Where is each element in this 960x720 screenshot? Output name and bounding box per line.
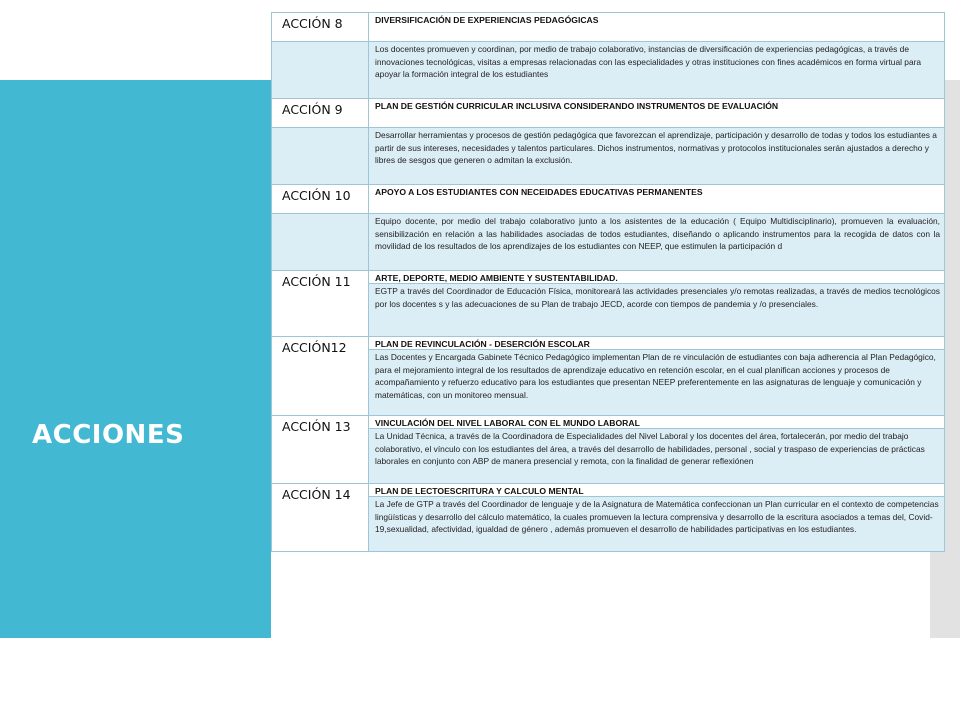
action-label: ACCIÓN 10 bbox=[272, 185, 369, 214]
action-description-row bbox=[272, 214, 945, 271]
action-description-row bbox=[272, 429, 945, 484]
empty-cell bbox=[272, 214, 369, 271]
action-title: VINCULACIÓN DEL NIVEL LABORAL CON EL MUNDO LABORAL bbox=[369, 416, 945, 429]
action-title-row bbox=[272, 271, 945, 284]
section-title: ACCIONES bbox=[32, 420, 185, 450]
action-description-row bbox=[272, 128, 945, 185]
action-title-row bbox=[272, 337, 945, 350]
action-title: ARTE, DEPORTE, MEDIO AMBIENTE Y SUSTENTABILIDAD. bbox=[369, 271, 945, 284]
empty-cell bbox=[272, 42, 369, 99]
actions-table bbox=[271, 12, 944, 552]
action-label: ACCIÓN 11 bbox=[272, 271, 369, 337]
action-description: EGTP a través del Coordinador de Educación Física, monitoreará las actividades presenciales y/o remotas realizadas, a través de medios tecnológicos por los docentes s y las adecuaciones de su Plan de trabajo JECD, acorde con tiempos de pandemia y /o presenciales. bbox=[369, 284, 945, 337]
action-description-row bbox=[272, 284, 945, 337]
action-title-row bbox=[272, 99, 945, 128]
side-panel bbox=[0, 80, 271, 638]
action-description-row bbox=[272, 42, 945, 99]
action-title-row bbox=[272, 484, 945, 497]
action-label: ACCIÓN 8 bbox=[272, 13, 369, 42]
action-title: PLAN DE GESTIÓN CURRICULAR INCLUSIVA CONSIDERANDO INSTRUMENTOS DE EVALUACIÓN bbox=[369, 99, 945, 128]
action-description-row bbox=[272, 497, 945, 552]
action-label: ACCIÓN 9 bbox=[272, 99, 369, 128]
action-description: La Unidad Técnica, a través de la Coordinadora de Especialidades del Nivel Laboral y los docentes del área, fortalecerán, por medio del trabajo colaborativo, el vínculo con los estudiantes del área, a través del desarrollo de habilidades, personal , social y traspaso de experiencias de prácticas laborales en conjunto con ABP de manera presencial y remota, con la finalidad de generar reflexiónen bbox=[369, 429, 945, 484]
action-title: PLAN DE LECTOESCRITURA Y CALCULO MENTAL bbox=[369, 484, 945, 497]
action-label: ACCIÓN 14 bbox=[272, 484, 369, 552]
action-title: DIVERSIFICACIÓN DE EXPERIENCIAS PEDAGÓGICAS bbox=[369, 13, 945, 42]
action-title-row bbox=[272, 13, 945, 42]
action-description: La Jefe de GTP a través del Coordinador de lenguaje y de la Asignatura de Matemática confeccionan un Plan curricular en el contexto de competencias lingüísticas y desarrollo del cálculo matemático, la cuales promueven la lectura comprensiva y desarrollo de la escritura asociados a temas del, Covid-19,sexualidad, afectividad, igualdad de género , además promueven el desarrollo de habilidades participativas en los estudiantes. bbox=[369, 497, 945, 552]
action-title: PLAN DE REVINCULACIÓN - DESERCIÓN ESCOLAR bbox=[369, 337, 945, 350]
action-description: Los docentes promueven y coordinan, por medio de trabajo colaborativo, instancias de diversificación de experiencias pedagógicas, a través de innovaciones tecnológicas, visitas a empresas relacionadas con las especialidades y otras instituciones con fines académicos en forma virtual para apoyar la formación integral de los estudiantes bbox=[369, 42, 945, 99]
action-description: Equipo docente, por medio del trabajo colaborativo junto a los asistentes de la educación ( Equipo Multidisciplinario), promueven la evaluación, sensibilización en relación a las habilidades asociadas de todos estudiantes, diseñando o aplicando instrumentos para la recogida de datos con la movilidad de los resultados de los aprendizajes de los estudiantes con NEEP, que estimulen la participación d bbox=[369, 214, 945, 271]
action-title-row bbox=[272, 416, 945, 429]
empty-cell bbox=[272, 128, 369, 185]
action-label: ACCIÓN 13 bbox=[272, 416, 369, 484]
action-description: Desarrollar herramientas y procesos de gestión pedagógica que favorezcan el aprendizaje, participación y desarrollo de todas y todos los estudiantes a partir de sus intereses, necesidades y talentos particulares. Dichos instrumentos, normativas y protocolos institucionales serán ajustados a derecho y libres de sesgos que generen o admitan la exclusión. bbox=[369, 128, 945, 185]
action-title: APOYO A LOS ESTUDIANTES CON NECEIDADES EDUCATIVAS PERMANENTES bbox=[369, 185, 945, 214]
action-description-row bbox=[272, 350, 945, 416]
action-title-row bbox=[272, 185, 945, 214]
action-description: Las Docentes y Encargada Gabinete Técnico Pedagógico implementan Plan de re vinculación de estudiantes con baja adherencia al Plan Pedagógico, para el mejoramiento integral de los resultados de aprendizaje educativo en retención escolar, en el cual planifican acciones y procesos de acompañamiento y refuerzo educativo para los estudiantes que presentan NEEP preferentemente en las asignaturas de lenguaje y comunicación y matemáticas, con un monitoreo mensual. bbox=[369, 350, 945, 416]
action-label: ACCIÓN12 bbox=[272, 337, 369, 416]
